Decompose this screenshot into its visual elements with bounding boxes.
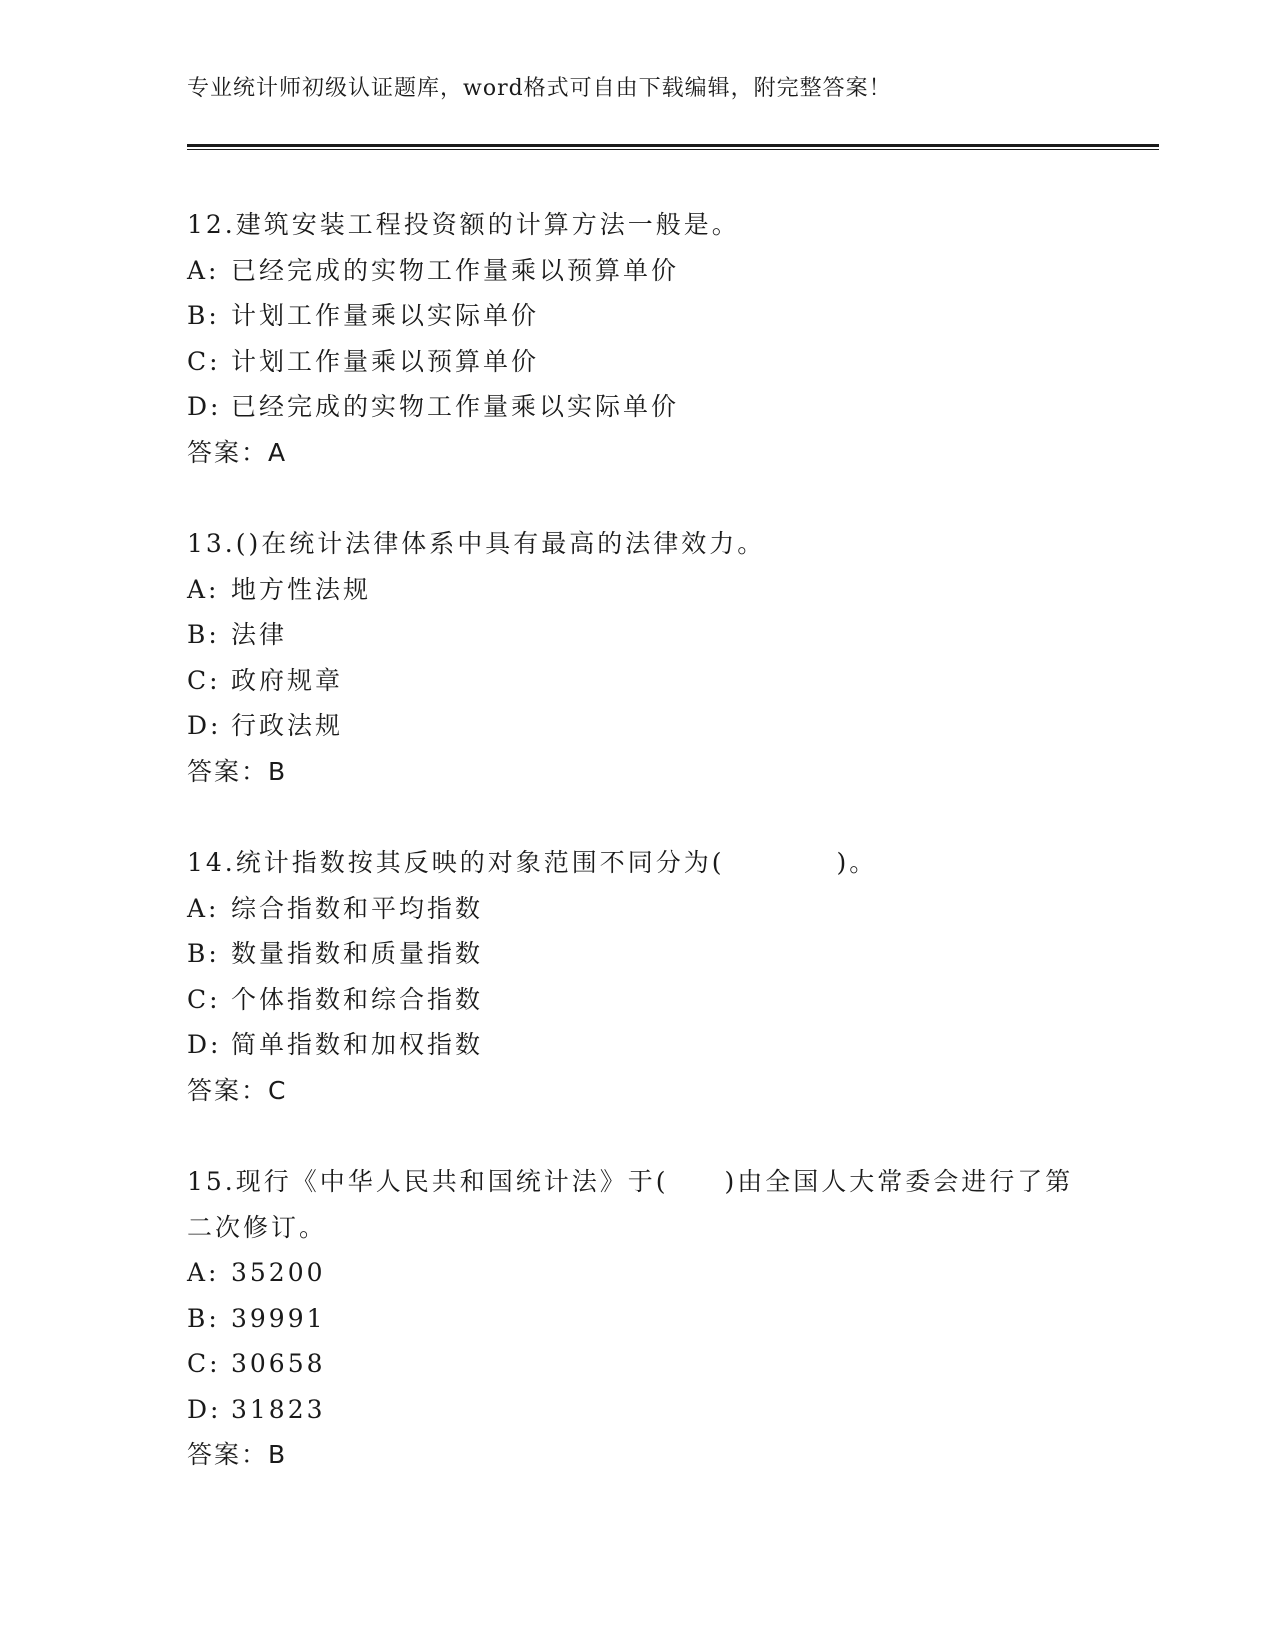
option-d <box>187 1022 1087 1068</box>
option-a <box>187 886 1087 932</box>
option-text: 政府规章 <box>231 665 344 695</box>
option-d <box>187 384 1087 430</box>
header-divider <box>187 144 1159 150</box>
question-12 <box>187 202 1087 475</box>
option-text: 计划工作量乘以预算单价 <box>231 346 540 376</box>
option-text: 简单指数和加权指数 <box>231 1030 484 1059</box>
question-stem: 12.建筑安装工程投资额的计算方法一般是。 <box>187 210 740 239</box>
option-text: 35200 <box>231 1258 326 1287</box>
option-letter: A: <box>187 1258 220 1287</box>
option-text: 地方性法规 <box>231 574 372 604</box>
option-text: 31823 <box>231 1394 326 1424</box>
option-text: 39991 <box>231 1303 326 1333</box>
option-d <box>187 703 1087 749</box>
option-b <box>187 931 1087 977</box>
option-letter: A: <box>187 255 220 285</box>
option-letter: B: <box>187 939 220 968</box>
option-text: 综合指数和平均指数 <box>231 893 484 923</box>
option-a <box>187 248 1087 294</box>
option-text: 30658 <box>231 1349 326 1378</box>
question-list <box>187 202 1087 1524</box>
question-14 <box>187 840 1087 1113</box>
option-text: 个体指数和综合指数 <box>231 984 484 1014</box>
option-letter: D: <box>187 392 222 421</box>
question-stem: 13.()在统计法律体系中具有最高的法律效力。 <box>187 529 766 558</box>
option-letter: C: <box>187 665 221 695</box>
document-header: 专业统计师初级认证题库，word格式可自由下载编辑，附完整答案！ <box>187 76 892 101</box>
option-letter: A: <box>187 893 220 923</box>
option-letter: D: <box>187 711 222 740</box>
option-letter: B: <box>187 1303 220 1333</box>
answer-line: 答案：B <box>187 756 288 786</box>
option-letter: B: <box>187 301 220 330</box>
question-15 <box>187 1159 1087 1478</box>
answer-line: 答案：A <box>187 437 288 467</box>
option-text: 法律 <box>231 620 288 649</box>
option-text: 计划工作量乘以实际单价 <box>231 301 540 330</box>
option-a <box>187 1250 1087 1296</box>
option-a <box>187 567 1087 613</box>
header-divider-thin-line <box>187 149 1159 150</box>
question-13 <box>187 521 1087 794</box>
option-text: 已经完成的实物工作量乘以预算单价 <box>231 255 680 285</box>
header-divider-thick-line <box>187 144 1159 147</box>
option-text: 行政法规 <box>231 711 344 740</box>
option-letter: B: <box>187 620 220 649</box>
option-letter: D: <box>187 1394 222 1424</box>
answer-line: 答案：B <box>187 1440 288 1469</box>
option-b <box>187 293 1087 339</box>
question-stem: 15.现行《中华人民共和国统计法》于( )由全国人大常委会进行了第二次修订。 <box>187 1167 1074 1242</box>
question-stem: 14.统计指数按其反映的对象范围不同分为( )。 <box>187 848 878 877</box>
option-letter: C: <box>187 984 221 1014</box>
option-letter: C: <box>187 346 221 376</box>
option-c <box>187 339 1087 385</box>
option-b <box>187 1296 1087 1342</box>
option-letter: C: <box>187 1349 221 1378</box>
option-letter: A: <box>187 574 220 604</box>
answer-line: 答案：C <box>187 1075 288 1105</box>
option-text: 数量指数和质量指数 <box>231 939 484 968</box>
option-d <box>187 1387 1087 1433</box>
option-b <box>187 612 1087 658</box>
option-c <box>187 658 1087 704</box>
option-c <box>187 977 1087 1023</box>
option-text: 已经完成的实物工作量乘以实际单价 <box>231 392 680 421</box>
option-letter: D: <box>187 1030 222 1059</box>
option-c <box>187 1341 1087 1387</box>
